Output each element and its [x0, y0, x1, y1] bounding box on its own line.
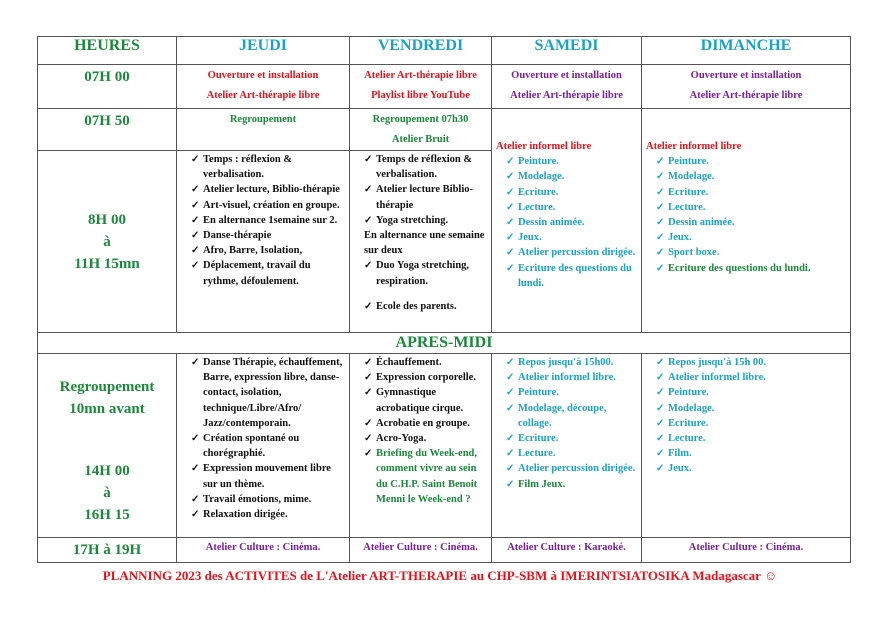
list-item: ✓ Acro-Yoga.: [350, 431, 491, 446]
time-07h00: 07H 00: [38, 65, 177, 109]
footer-title: PLANNING 2023 des ACTIVITES de L'Atelier ART-THERAPIE au CHP-SBM à IMERINTSIATOSIKA Madagascar ☺: [102, 568, 778, 583]
list-item: ✓ Ecriture.: [642, 416, 850, 431]
list-item: ✓ Atelier informel libre.: [642, 370, 850, 385]
cell-vendredi-evening: Atelier Culture : Cinéma.: [350, 538, 492, 563]
cell-jeudi-afternoon: [177, 354, 350, 538]
list-item: ✓ Gymnastique acrobatique cirque.: [350, 385, 491, 415]
list-item: ✓ Création spontané ou chorégraphié.: [177, 431, 349, 461]
list-item: ✓ Peinture.: [642, 385, 850, 400]
list-item: ✓ Repos jusqu'à 15h00.: [492, 355, 641, 370]
time-evening: 17H à 19H: [38, 538, 177, 563]
dimanche-morning-list: [642, 154, 850, 276]
text-line: Atelier Art-thérapie libre: [364, 70, 477, 81]
list-item: ✓ Sport boxe.: [642, 245, 850, 260]
row-07h00: [38, 65, 851, 109]
cell-vendredi-07h50: [350, 109, 492, 151]
time-line: 16H 15: [84, 507, 130, 523]
cell-dimanche-07h00: [642, 65, 851, 109]
cell-dimanche-afternoon: [642, 354, 851, 538]
list-item: ✓ Peinture.: [642, 154, 850, 169]
list-item: ✓ Ecriture.: [642, 185, 850, 200]
cell-jeudi-07h00: [177, 65, 350, 109]
time-07h50: 07H 50: [38, 109, 177, 151]
row-afternoon: [38, 354, 851, 538]
list-item: ✓ Jeux.: [642, 230, 850, 245]
cell-samedi-afternoon: [492, 354, 642, 538]
vendredi-morning-list-c: [350, 299, 491, 314]
cell-vendredi-afternoon: [350, 354, 492, 538]
list-item: ✓ Lecture.: [492, 200, 641, 215]
jeudi-morning-list: [177, 152, 349, 289]
list-item: ✓ Duo Yoga stretching, respiration.: [350, 258, 491, 288]
list-item: ✓ Modelage, découpe, collage.: [492, 401, 641, 431]
list-item: ✓ Atelier informel libre.: [492, 370, 641, 385]
vendredi-morning-list-a: [350, 152, 491, 228]
list-item: ✓ Déplacement, travail du rythme, défoulement.: [177, 258, 349, 288]
list-item: ✓ Jeux.: [492, 230, 641, 245]
time-line: 11H 15mn: [74, 255, 140, 272]
time-line: Regroupement: [59, 379, 155, 395]
list-item: ✓ Dessin animée.: [492, 215, 641, 230]
header-row: [38, 37, 851, 65]
text-line: Ouverture et installation: [207, 70, 319, 81]
list-item: ✓ Dessin animée.: [642, 215, 850, 230]
jeudi-afternoon-list: [177, 355, 349, 522]
samedi-morning-list: [492, 154, 641, 291]
list-item: ✓ Travail émotions, mime.: [177, 492, 349, 507]
list-item: ✓ Jeux.: [642, 461, 850, 476]
header-jeudi: JEUDI: [177, 37, 350, 65]
cell-samedi-morning: [492, 109, 642, 333]
samedi-morning-title: Atelier informel libre: [496, 141, 592, 152]
list-item: ✓ Relaxation dirigée.: [177, 507, 349, 522]
time-line: 8H 00: [88, 211, 126, 228]
list-item: ✓ Temps de réflexion & verbalisation.: [350, 152, 491, 182]
time-line: 10mn avant: [69, 401, 145, 417]
cell-jeudi-07h50: Regroupement: [177, 109, 350, 151]
text-line: Ouverture et installation: [511, 70, 622, 81]
list-item: ✓ Lecture.: [642, 431, 850, 446]
cell-jeudi-evening: Atelier Culture : Cinéma.: [177, 538, 350, 563]
list-item: ✓ Ecriture.: [492, 431, 641, 446]
list-item: ✓ Repos jusqu'à 15h 00.: [642, 355, 850, 370]
cell-samedi-evening: Atelier Culture : Karaoké.: [492, 538, 642, 563]
time-line: à: [103, 485, 111, 501]
list-item: ✓ Film.: [642, 446, 850, 461]
cell-dimanche-evening: Atelier Culture : Cinéma.: [642, 538, 851, 563]
header-samedi: SAMEDI: [492, 37, 642, 65]
vendredi-afternoon-list: [350, 355, 491, 507]
list-item: ✓ Peinture.: [492, 385, 641, 400]
text-line: Atelier Art-thérapie libre: [510, 90, 623, 102]
list-item: ✓ Modelage.: [492, 169, 641, 184]
list-item: ✓ Ecole des parents.: [350, 299, 491, 314]
time-line: 14H 00: [84, 463, 130, 479]
text-line: Regroupement 07h30: [372, 114, 469, 125]
list-item: ✓ Briefing du Week-end, comment vivre au sein du C.H.P. Saint Benoit Menni le Week-end ?: [350, 446, 491, 507]
cell-dimanche-morning: [642, 109, 851, 333]
list-item: ✓ Modelage.: [642, 169, 850, 184]
schedule-table: [37, 36, 851, 563]
header-vendredi: VENDREDI: [350, 37, 492, 65]
time-morning: [38, 151, 177, 333]
list-item: ✓ En alternance 1semaine sur 2.: [177, 213, 349, 228]
text-line: Ouverture et installation: [690, 70, 802, 81]
list-item: ✓ Ecriture des questions du lundi.: [492, 261, 641, 291]
text-line: Atelier Art-thérapie libre: [689, 90, 803, 102]
header-heures: HEURES: [38, 37, 177, 65]
list-item: ✓ Atelier lecture Biblio-thérapie: [350, 182, 491, 212]
cell-vendredi-morning: [350, 151, 492, 333]
list-item: ✓ Temps : réflexion & verbalisation.: [177, 152, 349, 182]
list-item: ✓ Expression mouvement libre sur un thème.: [177, 461, 349, 491]
list-item: ✓ Acrobatie en groupe.: [350, 416, 491, 431]
row-07h50: [38, 109, 851, 151]
time-afternoon: [38, 354, 177, 538]
list-item: ✓ Afro, Barre, Isolation,: [177, 243, 349, 258]
list-item: ✓ Ecriture.: [492, 185, 641, 200]
list-item: ✓ Danse Thérapie, échauffement, Barre, expression libre, danse-contact, isolation, technique/Libre/Afro/ Jazz/contemporain.: [177, 355, 349, 431]
list-item: ✓ Expression corporelle.: [350, 370, 491, 385]
samedi-afternoon-list: [492, 355, 641, 492]
list-item: ✓ Lecture.: [642, 200, 850, 215]
list-item: ✓ Atelier percussion dirigée.: [492, 245, 641, 260]
list-item: ✓ Modelage.: [642, 401, 850, 416]
row-apres-midi: [38, 333, 851, 354]
dimanche-morning-title: Atelier informel libre: [646, 141, 742, 152]
dimanche-afternoon-list: [642, 355, 850, 477]
text-line: Atelier Bruit: [391, 134, 450, 146]
cell-vendredi-07h00: [350, 65, 492, 109]
cell-jeudi-morning: [177, 151, 350, 333]
list-item: ✓ Échauffement.: [350, 355, 491, 370]
list-item: ✓ Ecriture des questions du lundi.: [642, 261, 850, 276]
text-line: Atelier Art-thérapie libre: [206, 90, 320, 102]
vendredi-morning-list-b: [350, 258, 491, 288]
row-evening: [38, 538, 851, 563]
list-item: ✓ Atelier lecture, Biblio-thérapie: [177, 182, 349, 197]
apres-midi-title: APRES-MIDI: [38, 333, 851, 354]
cell-samedi-07h00: [492, 65, 642, 109]
list-item: ✓ Danse-thérapie: [177, 228, 349, 243]
time-line: à: [103, 233, 111, 250]
list-item: ✓ Film Jeux.: [492, 477, 641, 492]
header-dimanche: DIMANCHE: [642, 37, 851, 65]
list-item: ✓ Yoga stretching.: [350, 213, 491, 228]
vendredi-note: En alternance une semaine sur deux: [364, 230, 485, 257]
list-item: ✓ Art-visuel, création en groupe.: [177, 198, 349, 213]
text-line: Playlist libre YouTube: [371, 90, 470, 102]
list-item: ✓ Atelier percussion dirigée.: [492, 461, 641, 476]
list-item: ✓ Peinture.: [492, 154, 641, 169]
list-item: ✓ Lecture.: [492, 446, 641, 461]
